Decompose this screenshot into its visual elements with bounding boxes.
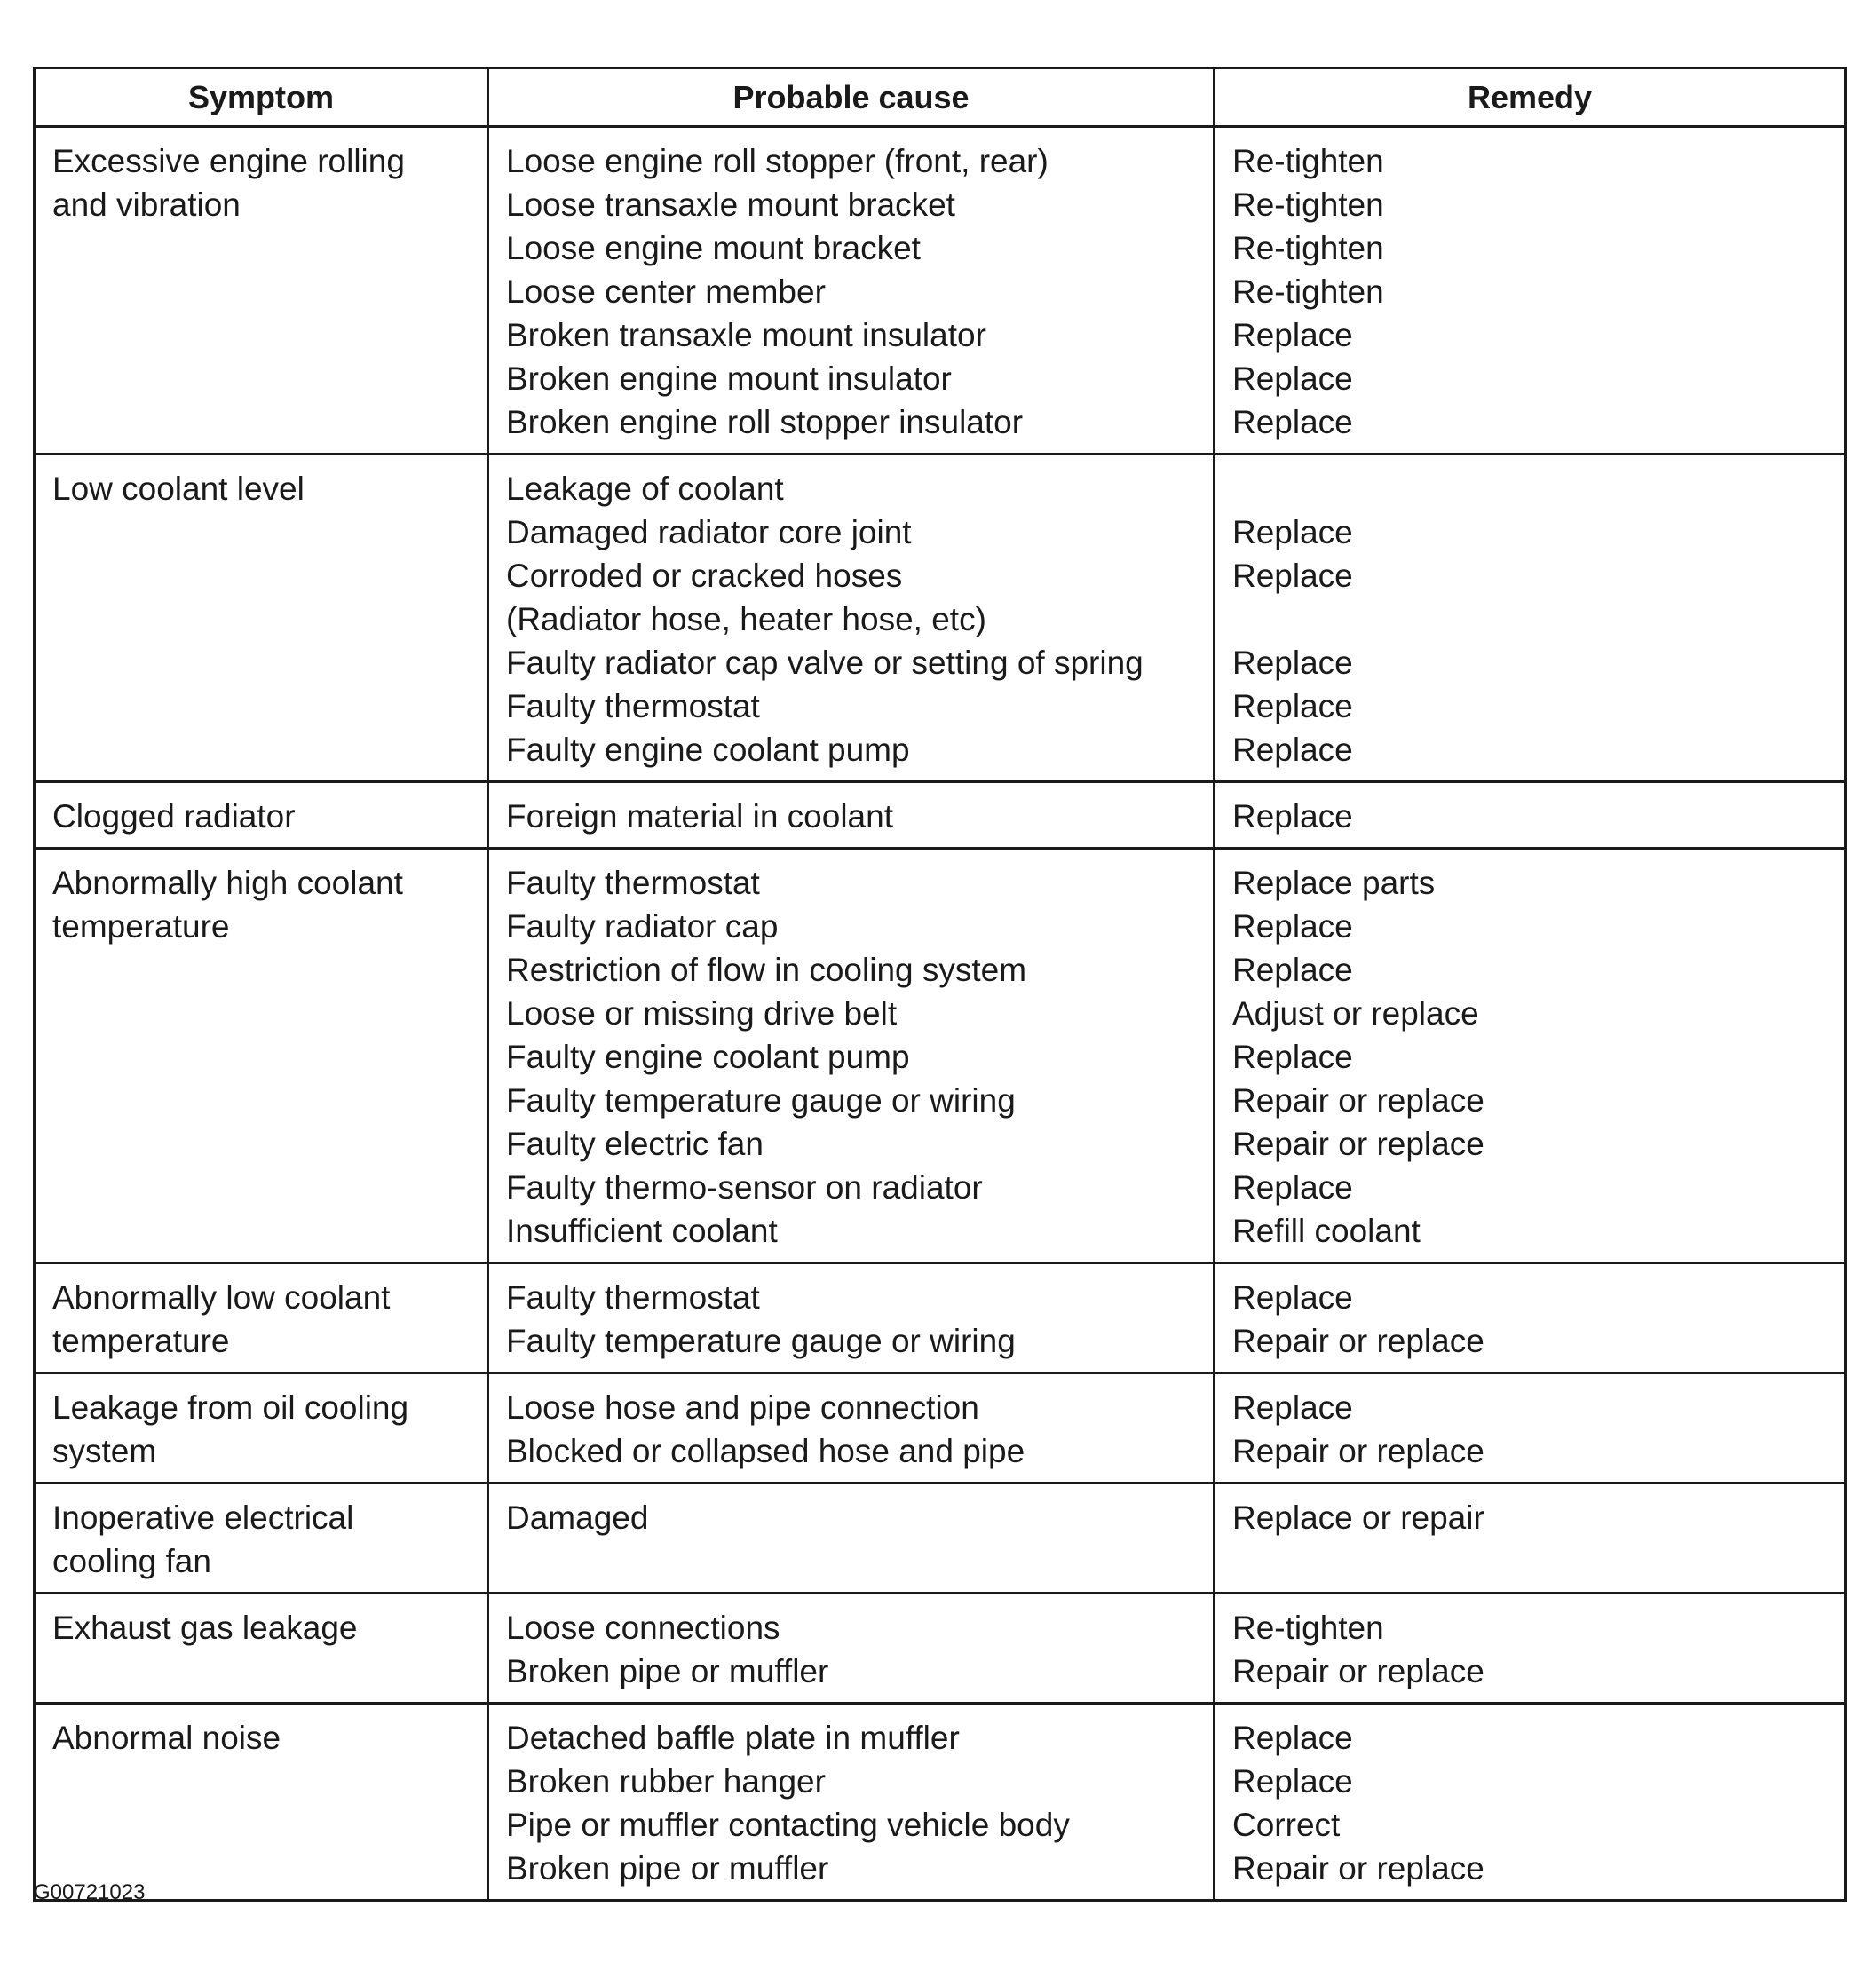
probable-cause-text: Loose center member <box>506 273 826 310</box>
remedy-text: Replace <box>1232 645 1353 681</box>
remedy-cell <box>1215 127 1846 455</box>
probable-cause-cell <box>488 1373 1215 1483</box>
symptom-cell <box>35 782 488 849</box>
probable-cause-text: Loose hose and pipe connection <box>506 1389 979 1426</box>
remedy-text: Refill coolant <box>1232 1213 1421 1249</box>
probable-cause-text: Pipe or muffler contacting vehicle body <box>506 1807 1070 1843</box>
probable-cause-cell <box>488 1704 1215 1901</box>
remedy-text: Replace <box>1232 798 1353 835</box>
remedy-text: Repair or replace <box>1232 1323 1484 1359</box>
remedy-text: Repair or replace <box>1232 1126 1484 1162</box>
figure-code: G00721023 <box>34 1880 146 1904</box>
remedy-cell <box>1215 1483 1846 1594</box>
symptom-text: Clogged radiator <box>52 798 296 835</box>
symptom-text: temperature <box>52 1323 230 1359</box>
header-row <box>35 68 1846 127</box>
remedy-text: Repair or replace <box>1232 1850 1484 1887</box>
probable-cause-text: Faulty radiator cap <box>506 908 779 945</box>
remedy-text: Re-tighten <box>1232 230 1384 266</box>
probable-cause-text: Loose connections <box>506 1610 780 1646</box>
table-body <box>35 127 1846 1901</box>
remedy-text: Replace <box>1232 1169 1353 1206</box>
probable-cause-text: Corroded or cracked hoses <box>506 558 903 594</box>
remedy-text: Replace <box>1232 908 1353 945</box>
table-row <box>35 1263 1846 1373</box>
remedy-text: Replace <box>1232 688 1353 724</box>
probable-cause-text: Loose engine roll stopper (front, rear) <box>506 143 1049 179</box>
probable-cause-text: Blocked or collapsed hose and pipe <box>506 1433 1025 1469</box>
remedy-text: Replace <box>1232 1039 1353 1075</box>
remedy-text: Replace <box>1232 514 1353 550</box>
remedy-cell <box>1215 782 1846 849</box>
remedy-text: Replace <box>1232 558 1353 594</box>
probable-cause-text: Broken pipe or muffler <box>506 1653 829 1689</box>
remedy-text: Replace <box>1232 317 1353 353</box>
probable-cause-text: Insufficient coolant <box>506 1213 778 1249</box>
symptom-cell <box>35 455 488 782</box>
probable-cause-text: Loose engine mount bracket <box>506 230 921 266</box>
probable-cause-text: Faulty electric fan <box>506 1126 764 1162</box>
remedy-column-header: Remedy <box>1215 68 1846 127</box>
remedy-cell <box>1215 849 1846 1263</box>
remedy-text: Re-tighten <box>1232 273 1384 310</box>
probable-cause-cell <box>488 849 1215 1263</box>
probable-cause-text: Faulty thermostat <box>506 865 760 901</box>
probable-cause-text: Loose transaxle mount bracket <box>506 186 955 223</box>
table-row <box>35 849 1846 1263</box>
probable-cause-cell <box>488 127 1215 455</box>
probable-cause-cell <box>488 782 1215 849</box>
probable-cause-text: Broken transaxle mount insulator <box>506 317 986 353</box>
probable-cause-text: Faulty thermostat <box>506 1279 760 1316</box>
remedy-cell <box>1215 1263 1846 1373</box>
probable-cause-cell <box>488 1483 1215 1594</box>
remedy-text: Replace <box>1232 1720 1353 1756</box>
symptom-cell <box>35 1704 488 1901</box>
symptom-text: Exhaust gas leakage <box>52 1610 358 1646</box>
symptom-text: system <box>52 1433 157 1469</box>
probable-cause-text: Faulty temperature gauge or wiring <box>506 1082 1016 1119</box>
symptom-cell <box>35 849 488 1263</box>
probable-cause-text: Detached baffle plate in muffler <box>506 1720 960 1756</box>
probable-cause-text: Faulty engine coolant pump <box>506 1039 910 1075</box>
symptom-cell <box>35 127 488 455</box>
symptom-text: and vibration <box>52 186 241 223</box>
remedy-text: Replace <box>1232 1389 1353 1426</box>
table-row <box>35 1594 1846 1704</box>
table-row <box>35 1704 1846 1901</box>
table-row <box>35 1373 1846 1483</box>
probable-cause-column-header: Probable cause <box>488 68 1215 127</box>
probable-cause-text: Foreign material in coolant <box>506 798 893 835</box>
symptom-cell <box>35 1483 488 1594</box>
remedy-cell <box>1215 455 1846 782</box>
symptom-column-header: Symptom <box>35 68 488 127</box>
remedy-text: Replace <box>1232 732 1353 768</box>
troubleshooting-table <box>33 67 1847 1902</box>
probable-cause-cell <box>488 1263 1215 1373</box>
probable-cause-text: Broken engine roll stopper insulator <box>506 404 1024 440</box>
remedy-text <box>1232 597 1828 641</box>
remedy-text: Adjust or replace <box>1232 995 1479 1032</box>
remedy-text: Repair or replace <box>1232 1433 1484 1469</box>
probable-cause-text: Broken pipe or muffler <box>506 1850 829 1887</box>
remedy-text: Replace <box>1232 404 1353 440</box>
remedy-text: Replace <box>1232 360 1353 397</box>
probable-cause-text: Faulty thermo-sensor on radiator <box>506 1169 983 1206</box>
table-header <box>35 68 1846 127</box>
symptom-text: Inoperative electrical <box>52 1499 354 1536</box>
probable-cause-text: Broken rubber hanger <box>506 1763 826 1800</box>
symptom-text: Abnormally low coolant <box>52 1279 391 1316</box>
symptom-text: Excessive engine rolling <box>52 143 405 179</box>
remedy-text: Replace or repair <box>1232 1499 1484 1536</box>
remedy-text: Re-tighten <box>1232 186 1384 223</box>
probable-cause-text: Restriction of flow in cooling system <box>506 952 1027 988</box>
symptom-cell <box>35 1263 488 1373</box>
table-row <box>35 1483 1846 1594</box>
probable-cause-text: Damaged <box>506 1499 649 1536</box>
symptom-text: Leakage from oil cooling <box>52 1389 409 1426</box>
probable-cause-text: Leakage of coolant <box>506 471 784 507</box>
remedy-text: Replace <box>1232 1279 1353 1316</box>
table-row <box>35 455 1846 782</box>
remedy-text: Replace <box>1232 952 1353 988</box>
symptom-text: Abnormal noise <box>52 1720 281 1756</box>
probable-cause-text: Faulty thermostat <box>506 688 760 724</box>
probable-cause-cell <box>488 1594 1215 1704</box>
remedy-text: Replace <box>1232 1763 1353 1800</box>
probable-cause-text: Damaged radiator core joint <box>506 514 912 550</box>
remedy-text: Repair or replace <box>1232 1653 1484 1689</box>
probable-cause-text: Faulty engine coolant pump <box>506 732 910 768</box>
remedy-text: Re-tighten <box>1232 1610 1384 1646</box>
remedy-text: Correct <box>1232 1807 1341 1843</box>
probable-cause-text: (Radiator hose, heater hose, etc) <box>506 601 986 637</box>
remedy-text: Re-tighten <box>1232 143 1384 179</box>
remedy-cell <box>1215 1373 1846 1483</box>
remedy-cell <box>1215 1594 1846 1704</box>
symptom-text: temperature <box>52 908 230 945</box>
probable-cause-text: Broken engine mount insulator <box>506 360 952 397</box>
remedy-text: Replace parts <box>1232 865 1436 901</box>
probable-cause-cell <box>488 455 1215 782</box>
symptom-cell <box>35 1373 488 1483</box>
remedy-cell <box>1215 1704 1846 1901</box>
symptom-cell <box>35 1594 488 1704</box>
remedy-text <box>1232 467 1828 510</box>
symptom-text: Low coolant level <box>52 471 305 507</box>
probable-cause-text: Loose or missing drive belt <box>506 995 898 1032</box>
remedy-text: Repair or replace <box>1232 1082 1484 1119</box>
probable-cause-text: Faulty radiator cap valve or setting of spring <box>506 645 1144 681</box>
probable-cause-text: Faulty temperature gauge or wiring <box>506 1323 1016 1359</box>
symptom-text: cooling fan <box>52 1543 211 1579</box>
table-row <box>35 127 1846 455</box>
table-row <box>35 782 1846 849</box>
symptom-text: Abnormally high coolant <box>52 865 403 901</box>
